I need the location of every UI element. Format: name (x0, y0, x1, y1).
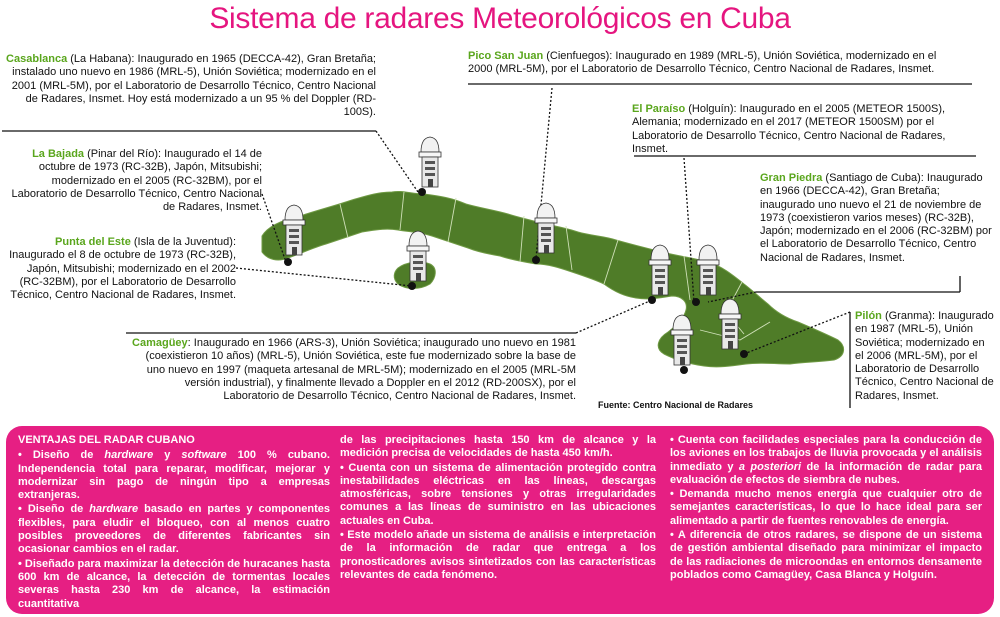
radar-punta-del-este-icon (407, 231, 429, 290)
station-gran-piedra (760, 172, 996, 265)
advantage-item: • Diseño de hardware basado en partes y componentes flexibles, para eludir el bloqueo, con al menos cuatro posibles proveedores de diferentes fabricantes sin ocasionar cambios en el radar. (18, 503, 331, 556)
station-name: Gran Piedra (760, 172, 823, 184)
station-text: (La Habana): Inaugurado en 1965 (DECCA-42), Gran Bretaña; instalado uno nuevo en 1986 (MRL-5), Unión Soviética; modernizado en el 2001 (MRL-5M), por el Laboratorio de Desarrollo Técnico, Centro Nacional de Radares, Insmet. Hoy está modernizado a un 95 % del Doppler (RD-100S). (11, 53, 376, 119)
station-name: Punta del Este (55, 236, 131, 248)
station-text: (Cienfuegos): Inaugurado en 1989 (MRL-5), Unión Soviética, modernizado en el 2000 (MRL-5M), por el Laboratorio de Desarrollo Técnico, Centro Nacional de Radares, Insmet. (468, 50, 937, 76)
advantages-heading: VENTAJAS DEL RADAR CUBANO (18, 434, 195, 446)
source-note: Fuente: Centro Nacional de Radares (598, 400, 754, 410)
advantages-column-2 (340, 434, 656, 583)
station-name: Casablanca (6, 53, 68, 65)
advantage-item: • Cuenta con un sistema de alimentación protegido contra inestabilidades eléctricas en las líneas, descargas atmosféricas, sobre tensiones y otras irregularidades comunes a las líneas de suministro en las ubicaciones actuales en Cuba. (340, 461, 656, 527)
station-text: (Santiago de Cuba): Inaugurado en 1966 (DECCA-42), Gran Bretaña; inaugurado uno nuevo el 21 de noviembre de 1973 (coexistieron varios meses) (RC-32B), Japón; modernizado en el 2006 (RC-32BM) por el Laboratorio de Desarrollo Técnico, Centro Nacional de Radares, Insmet. (760, 172, 992, 264)
station-camaguey (128, 337, 576, 403)
station-text: (Isla de la Juventud): Inaugurado el 8 de octubre de 1973 (RC-32B), Japón, Mitsubishi; modernizado en el 2002 (RC-32BM), por el Laboratorio de Desarrollo Técnico, Centro Nacional de Radares, Insmet. (9, 236, 236, 302)
advantages-column-1 (18, 434, 330, 612)
station-name: El Paraíso (632, 103, 686, 115)
station-punta-del-este (4, 236, 236, 302)
advantage-item: de las precipitaciones hasta 150 km de alcance y la medición precisa de velocidades de hasta 450 km/h. (340, 434, 656, 460)
advantage-item: • A diferencia de otros radares, se dispone de un sistema de gestión ambiental diseñado para minimizar el impacto de las radiaciones de microondas en entornos densamente poblados como Camagüey, Casa Blanca y Holguín. (670, 529, 982, 581)
advantage-item: • Demanda mucho menos energía que cualquier otro de semejantes características, lo que lo hace ideal para ser alimentado a partir de fuentes renovables de energía. (670, 488, 982, 527)
advantage-item: • Diseño de hardware y software 100 % cubano. Independencia total para reparar, modificar, mejorar y modernizar sin pago de ningún tipo a empresas extranjeras. (18, 449, 330, 502)
station-casablanca (4, 53, 376, 119)
advantage-item: • Cuenta con facilidades especiales para la conducción de los aviones en los trabajos de lluvia provocada y el análisis inmediato y a posteriori de la información de radar para evaluación de efectos de siembra de nubes. (670, 434, 983, 486)
station-la-bajada (8, 148, 262, 214)
station-el-paraiso (632, 103, 976, 156)
radar-casablanca-icon (418, 137, 441, 196)
station-pico-san-juan (468, 50, 954, 77)
station-pilon (855, 310, 995, 403)
station-name: Pilón (855, 310, 882, 322)
station-name: Camagüey (132, 337, 188, 349)
station-text: (Granma): Inaugurado en 1987 (MRL-5), Unión Soviética; modernizado en el 2006 (MRL-5M), por el Laboratorio de Desarrollo Técnico, Centro Nacional de Radares, Insmet. (855, 310, 994, 402)
station-text: (Holguín): Inaugurado en el 2005 (METEOR 1500S), Alemania; modernizado en el 2017 (METEOR 1500SM) por el Laboratorio de Desarrollo Técnico, Centro Nacional de Radares, Insmet. (632, 103, 946, 155)
advantage-item: • Diseñado para maximizar la detección de huracanes hasta 600 km de alcance, la detección de tormentas locales severas hasta 230 km de alcance, la estimación cuantitativa (18, 557, 330, 610)
advantages-column-3 (670, 434, 982, 583)
radar-pilon-icon (671, 315, 693, 374)
station-name: La Bajada (32, 148, 85, 160)
advantages-panel (6, 426, 994, 614)
advantage-item: • Este modelo añade un sistema de análisis e interpretación de la información de radar que entrega a los pronosticadores avisos sintetizados con las características relevantes de cada fenómeno. (340, 529, 656, 581)
station-name: Pico San Juan (468, 50, 544, 62)
station-text: : Inaugurado en 1966 (ARS-3), Unión Soviética; inaugurado uno nuevo en 1981 (coexistieron 10 años) (MRL-5), Unión Soviética, este fue modernizado sobre la base de uno nuevo en 1997 (maqueta artesanal de MRL-5M); modernizado en el 2005 (MRL-5M versión industrial), y finalmente llevado a Doppler en el 2012 (RD-200SX), por el Laboratorio de Desarrollo Técnico, Centro Nacional de Radares, Insmet. (145, 337, 576, 403)
page-title: Sistema de radares Meteorológicos en Cuba (209, 2, 791, 35)
station-text: (Pinar del Río): Inaugurado el 14 de octubre de 1973 (RC-32B), Japón, Mitsubishi; modernizado en el 2005 (RC-32BM), por el Laboratorio de Desarrollo Técnico, Centro Nacional de Radares, Insmet. (11, 148, 262, 214)
